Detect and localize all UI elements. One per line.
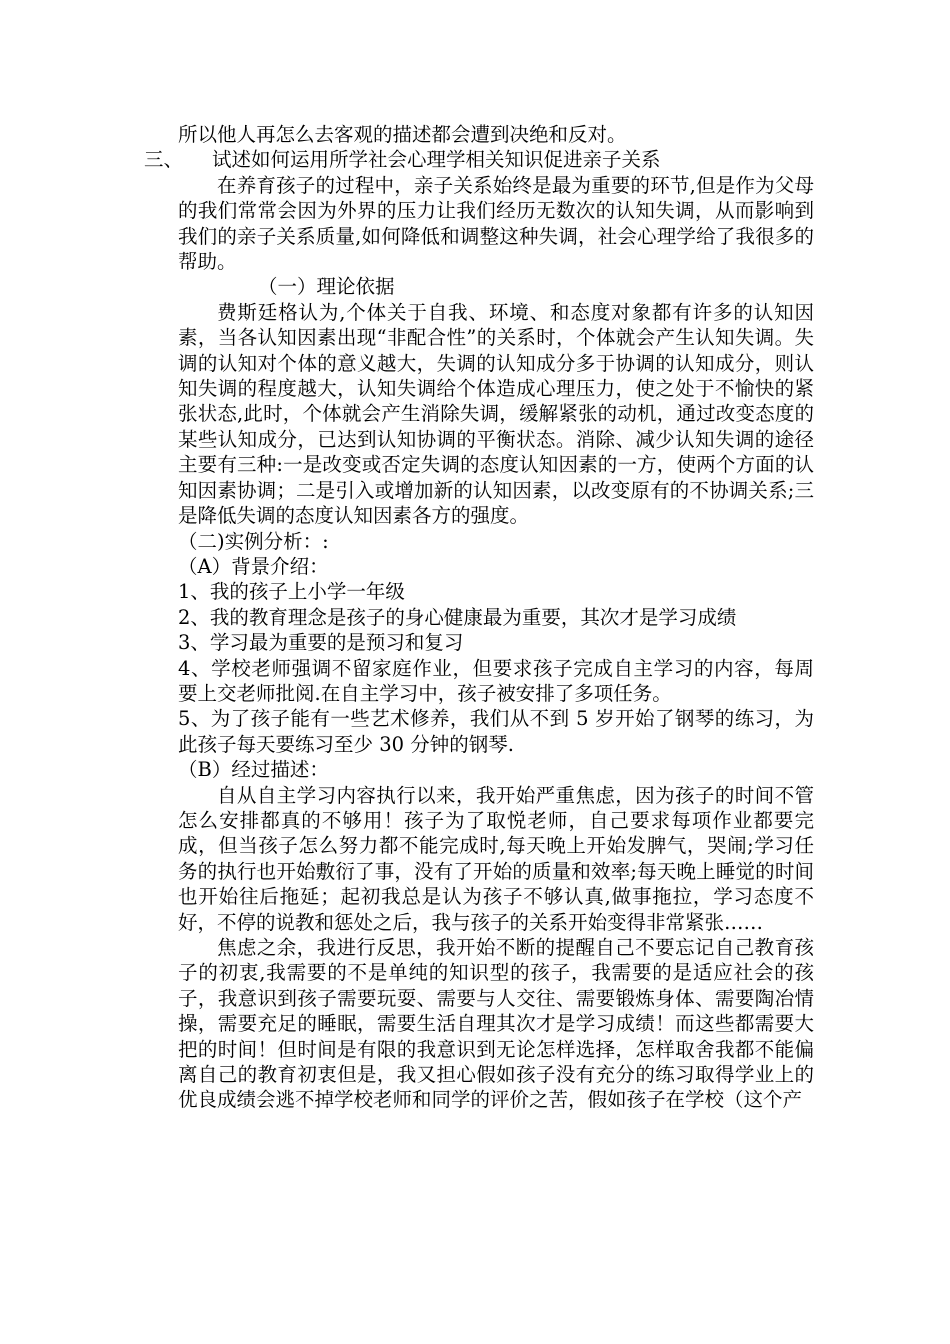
subheading-background: （A）背景介绍： — [178, 554, 329, 578]
subheading-case-analysis: （二)实例分析：: — [178, 529, 329, 553]
paragraph-conclusion: 所以他人再怎么去客观的描述都会遭到决绝和反对。 — [178, 123, 627, 146]
list-item: 4、学校老师强调不留家庭作业，但要求孩子完成自主学习的内容，每周要上交老师批阅.在自主学习中，孩子被安排了多项任务。 — [178, 656, 814, 705]
section-title: 试述如何运用所学社会心理学相关知识促进亲子关系 — [212, 148, 661, 172]
section-number: 三、 — [144, 148, 184, 172]
list-item: 5、为了孩子能有一些艺术修养，我们从不到 5 岁开始了钢琴的练习，为此孩子每天要练习至少 30 分钟的钢琴. — [178, 707, 814, 756]
paragraph-theory: 费斯廷格认为,个体关于自我、环境、和态度对象都有许多的认知因素，当各认知因素出现“非配合性”的关系时，个体就会产生认知失调。失调的认知对个体的意义越大，失调的认知成分多于协调的认知成分，则认知失调的程度越大，认知失调给个体造成心理压力，使之处于不愉快的紧张状态,此时，个体就会产生消除失调，缓解紧张的动机，通过改变态度的某些认知成分，已达到认知协调的平衡状态。消除、减少认知失调的途径主要有三种:一是改变或否定失调的态度认知因素的一方，使两个方面的认知因素协调；二是引入或增加新的认知因素，以改变原有的不协调关系;三是降低失调的态度认知因素各方的强度。 — [178, 300, 814, 528]
list-item: 2、我的教育理念是孩子的身心健康最为重要，其次才是学习成绩 — [178, 605, 737, 629]
list-item: 3、学习最为重要的是预习和复习 — [178, 631, 464, 655]
subheading-process: （B）经过描述： — [178, 758, 329, 782]
section-heading — [144, 147, 814, 172]
subheading-theory: （一）理论依据 — [258, 275, 395, 299]
paragraph-reflection: 焦虑之余，我进行反思，我开始不断的提醒自己不要忘记自己教育孩子的初衷,我需要的不是单纯的知识型的孩子，我需要的是适应社会的孩子，我意识到孩子需要玩耍、需要与人交往、需要锻炼身体、需要陶冶情操，需要充足的睡眠，需要生活自理其次才是学习成绩！而这些都需要大把的时间！但时间是有限的我意识到无论怎样选择，怎样取舍我都不能偏离自己的教育初衷但是，我又担心假如孩子没有充分的练习取得学业上的优良成绩会逃不掉学校老师和同学的评价之苦，假如孩子在学校（这个产 — [178, 936, 814, 1112]
document-body — [144, 122, 814, 1113]
list-item: 1、我的孩子上小学一年级 — [178, 580, 405, 604]
paragraph-process: 自从自主学习内容执行以来，我开始严重焦虑，因为孩子的时间不管怎么安排都真的不够用！孩子为了取悦老师，自己要求每项作业都要完成，但当孩子怎么努力都不能完成时,每天晚上开始发脾气，哭闹;学习任务的执行也开始敷衍了事，没有了开始的质量和效率;每天晚上睡觉的时间也开始往后拖延；起初我总是认为孩子不够认真,做事拖拉，学习态度不好，不停的说教和惩处之后，我与孩子的关系开始变得非常紧张…… — [178, 783, 814, 934]
paragraph-intro: 在养育孩子的过程中，亲子关系始终是最为重要的环节,但是作为父母的我们常常会因为外界的压力让我们经历无数次的认知失调，从而影响到我们的亲子关系质量,如何降低和调整这种失调，社会心理学给了我很多的帮助。 — [178, 173, 814, 274]
